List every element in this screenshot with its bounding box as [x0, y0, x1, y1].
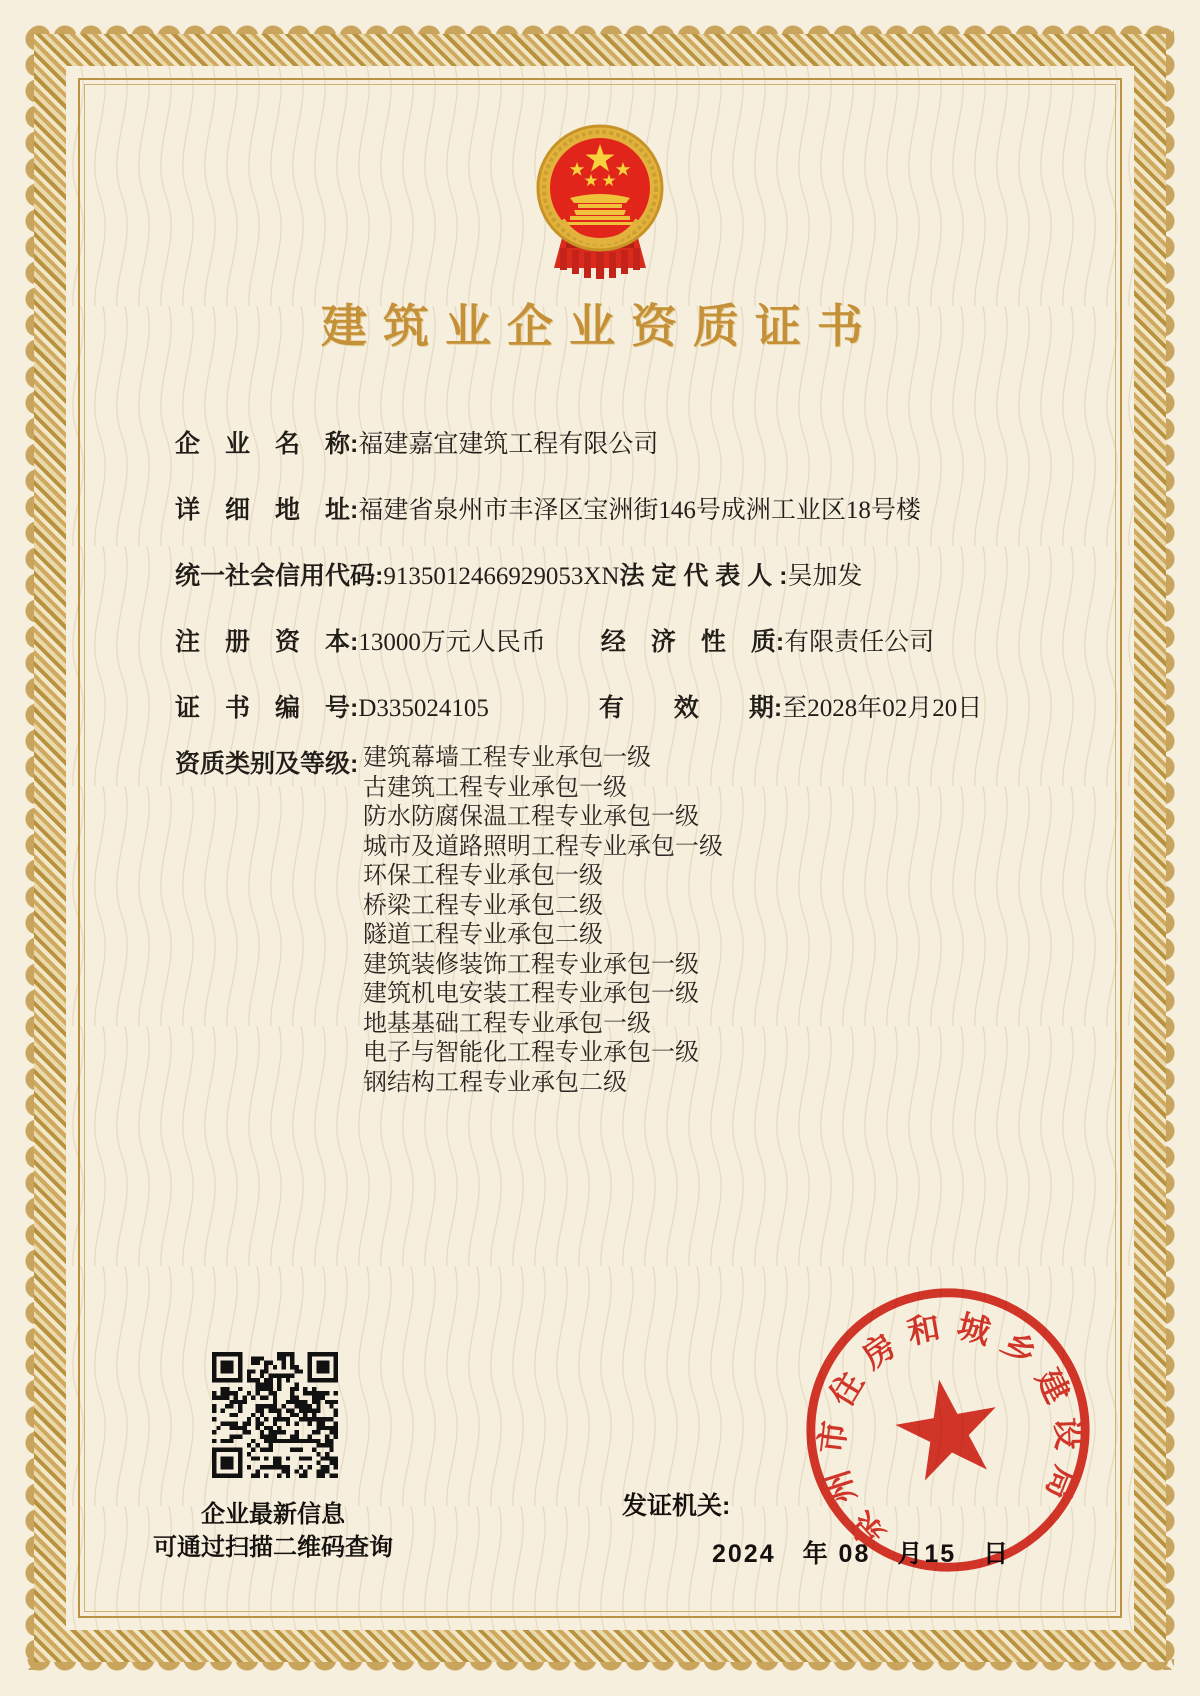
cert-number-value: D335024105: [358, 695, 489, 722]
cert-number-label: 证 书 编 号:: [175, 694, 359, 722]
qualification-item: 防水防腐保温工程专业承包一级: [363, 804, 699, 830]
validity-value: 至2028年02月20日: [782, 695, 983, 722]
qualification-item: 电子与智能化工程专业承包一级: [363, 1040, 699, 1066]
issuer-label: 发证机关:: [622, 1492, 731, 1520]
frame-scallop-top: [26, 22, 1174, 37]
legal-rep-label: 法 定 代 表 人 :: [619, 562, 788, 590]
qualification-item: 环保工程专业承包一级: [363, 863, 603, 889]
credit-code-value: 9135012466929053XN: [383, 563, 620, 590]
validity-label: 有 效 期:: [598, 694, 783, 722]
capital-value: 13000万元人民币: [358, 629, 546, 656]
qualification-item: 建筑装修装饰工程专业承包一级: [363, 951, 699, 978]
company-name-label: 企 业 名 称:: [175, 430, 359, 458]
economic-type-value: 有限责任公司: [784, 629, 935, 656]
qualification-item: 建筑机电安装工程专业承包一级: [363, 981, 699, 1007]
legal-rep-value: 吴加发: [787, 563, 863, 590]
qualification-item: 建筑幕墙工程专业承包一级: [363, 745, 651, 771]
qualification-item: 地基基础工程专业承包一级: [363, 1010, 651, 1037]
field-company-name: [175, 424, 1110, 460]
qualification-item: 桥梁工程专业承包二级: [363, 892, 603, 919]
company-name-value: 福建嘉宜建筑工程有限公司: [358, 431, 659, 458]
qualification-item: 隧道工程专业承包二级: [363, 922, 603, 948]
field-address: [175, 490, 1110, 526]
qualification-item: 城市及道路照明工程专业承包一级: [363, 833, 723, 860]
address-value: 福建省泉州市丰泽区宝洲街146号成洲工业区18号楼: [358, 497, 921, 524]
qualifications-list: [363, 744, 723, 1098]
field-cert-number: [175, 688, 1110, 724]
frame-scallop-right: [1163, 26, 1178, 1670]
qr-caption-line1: 企业最新信息: [201, 1501, 345, 1528]
qr-code: [212, 1352, 338, 1478]
qr-caption-line2: 可通过扫描二维码查询: [153, 1534, 393, 1561]
national-emblem-icon: [500, 116, 700, 286]
address-label: 详 细 地 址:: [175, 496, 359, 524]
official-seal: [777, 1259, 1120, 1602]
credit-code-label: 统一社会信用代码:: [175, 562, 384, 590]
frame-scallop-left: [22, 26, 37, 1670]
qr-caption: [118, 1498, 428, 1564]
issue-date: 2024 年 08 月15 日: [712, 1540, 1011, 1568]
qualification-item: 钢结构工程专业承包二级: [363, 1069, 627, 1096]
frame-scallop-bottom: [26, 1659, 1174, 1674]
qualifications-label: 资质类别及等级:: [175, 750, 359, 778]
capital-label: 注 册 资 本:: [175, 628, 359, 656]
economic-type-label: 经 济 性 质:: [600, 628, 785, 656]
certificate-title: 建筑业企业资质证书: [321, 300, 879, 352]
field-capital: [175, 622, 1110, 658]
qualification-item: 古建筑工程专业承包一级: [363, 774, 627, 801]
field-credit-code: [175, 556, 1110, 592]
seal-text: 泉州市住房和城乡建设局: [813, 1307, 1087, 1553]
